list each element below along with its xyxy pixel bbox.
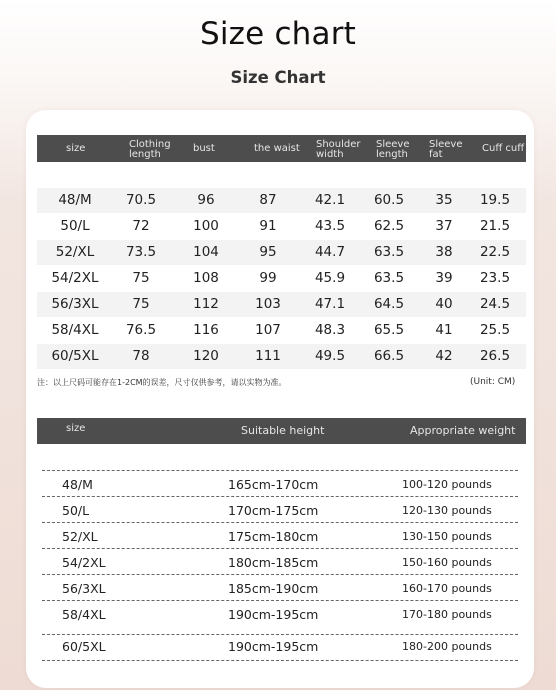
cell-size: 52/XL: [55, 244, 95, 260]
row-divider: [42, 522, 518, 523]
row-divider: [42, 470, 518, 471]
cell-waist: 99: [259, 270, 277, 286]
cell-size: 60/5XL: [51, 348, 99, 364]
cell-sleeve-fat: 37: [435, 218, 453, 234]
cell-length: 76.5: [125, 322, 157, 338]
table-row: [42, 578, 518, 600]
cell-weight: 120-130 pounds: [402, 504, 492, 517]
recommendations-header: [37, 418, 526, 444]
header-waist: the waist: [254, 143, 300, 154]
table-row: [37, 292, 526, 317]
cell-height: 185cm-190cm: [228, 581, 319, 596]
cell-cuff: 25.5: [479, 322, 511, 338]
cell-sleeve-fat: 39: [435, 270, 453, 286]
cell-length: 70.5: [125, 192, 157, 208]
header-sleeve-fat: Sleeve fat: [429, 139, 463, 160]
cell-height: 165cm-170cm: [228, 477, 319, 492]
cell-bust: 100: [193, 218, 219, 234]
table-row: [37, 240, 526, 265]
cell-length: 72: [132, 218, 150, 234]
cell-length: 78: [132, 348, 150, 364]
cell-size: 58/4XL: [51, 322, 99, 338]
cell-shoulder: 48.3: [314, 322, 346, 338]
cell-sleeve-fat: 35: [435, 192, 453, 208]
header-sleeve-length: Sleeve length: [376, 139, 410, 160]
cell-shoulder: 47.1: [314, 296, 346, 312]
cell-size: 48/M: [62, 477, 93, 492]
cell-sleeve-fat: 41: [435, 322, 453, 338]
table-row: [42, 474, 518, 496]
cell-size: 60/5XL: [62, 639, 106, 654]
cell-sleeve-fat: 38: [435, 244, 453, 260]
header-shoulder-width: Shoulder width: [316, 139, 361, 160]
cell-cuff: 22.5: [479, 244, 511, 260]
cell-sleeve-length: 60.5: [373, 192, 405, 208]
cell-weight: 180-200 pounds: [402, 640, 492, 653]
cell-shoulder: 44.7: [314, 244, 346, 260]
size-note: 注：以上尺码可能存在1-2CM的误差，尺寸仅供参考，请以实物为准。: [37, 378, 287, 387]
cell-sleeve-length: 66.5: [373, 348, 405, 364]
cell-height: 180cm-185cm: [228, 555, 319, 570]
cell-sleeve-length: 65.5: [373, 322, 405, 338]
table-row: [37, 188, 526, 213]
cell-weight: 130-150 pounds: [402, 530, 492, 543]
cell-height: 190cm-195cm: [228, 639, 319, 654]
cell-bust: 120: [193, 348, 219, 364]
cell-bust: 112: [193, 296, 219, 312]
cell-length: 75: [132, 270, 150, 286]
cell-height: 175cm-180cm: [228, 529, 319, 544]
row-divider: [42, 600, 518, 601]
cell-size: 48/M: [58, 192, 92, 208]
cell-bust: 104: [193, 244, 219, 260]
table-row: [42, 636, 518, 658]
cell-cuff: 24.5: [479, 296, 511, 312]
cell-sleeve-fat: 40: [435, 296, 453, 312]
cell-weight: 170-180 pounds: [402, 608, 492, 621]
cell-sleeve-length: 63.5: [373, 244, 405, 260]
table-row: [37, 266, 526, 291]
header-cuff: Cuff cuff: [482, 143, 525, 154]
cell-size: 50/L: [62, 503, 90, 518]
cell-size: 54/2XL: [62, 555, 106, 570]
cell-waist: 111: [255, 348, 281, 364]
cell-waist: 91: [259, 218, 277, 234]
cell-size: 56/3XL: [62, 581, 106, 596]
cell-bust: 108: [193, 270, 219, 286]
cell-waist: 107: [255, 322, 281, 338]
header-rec-size: size: [66, 423, 86, 434]
cell-shoulder: 49.5: [314, 348, 346, 364]
header-clothing-length: Clothing length: [129, 139, 171, 160]
row-divider: [42, 574, 518, 575]
cell-height: 190cm-195cm: [228, 607, 319, 622]
cell-size: 58/4XL: [62, 607, 106, 622]
cell-length: 75: [132, 296, 150, 312]
cell-sleeve-length: 62.5: [373, 218, 405, 234]
cell-weight: 100-120 pounds: [402, 478, 492, 491]
header-appropriate-weight: Appropriate weight: [410, 424, 516, 437]
cell-sleeve-fat: 42: [435, 348, 453, 364]
cell-height: 170cm-175cm: [228, 503, 319, 518]
cell-waist: 87: [259, 192, 277, 208]
cell-cuff: 19.5: [479, 192, 511, 208]
table-row: [42, 604, 518, 626]
cell-shoulder: 42.1: [314, 192, 346, 208]
page-title: Size chart: [199, 16, 357, 52]
cell-cuff: 26.5: [479, 348, 511, 364]
header-suitable-height: Suitable height: [241, 424, 325, 437]
table-row: [42, 526, 518, 548]
cell-weight: 160-170 pounds: [402, 582, 492, 595]
table-row: [42, 500, 518, 522]
row-divider: [42, 548, 518, 549]
cell-shoulder: 45.9: [314, 270, 346, 286]
cell-size: 56/3XL: [51, 296, 99, 312]
cell-length: 73.5: [125, 244, 157, 260]
cell-cuff: 21.5: [479, 218, 511, 234]
row-divider: [42, 634, 518, 635]
cell-shoulder: 43.5: [314, 218, 346, 234]
cell-size: 50/L: [60, 218, 90, 234]
table-row: [37, 318, 526, 343]
table-row: [37, 214, 526, 239]
cell-bust: 96: [197, 192, 215, 208]
cell-sleeve-length: 64.5: [373, 296, 405, 312]
row-divider: [42, 496, 518, 497]
cell-size: 52/XL: [62, 529, 98, 544]
table-row: [42, 552, 518, 574]
row-divider: [42, 660, 518, 661]
page-subtitle: Size Chart: [230, 68, 326, 87]
cell-sleeve-length: 63.5: [373, 270, 405, 286]
unit-label: (Unit: CM): [470, 377, 516, 387]
cell-weight: 150-160 pounds: [402, 556, 492, 569]
header-size: size: [66, 143, 86, 154]
cell-size: 54/2XL: [51, 270, 99, 286]
header-bust: bust: [193, 143, 215, 154]
cell-waist: 103: [255, 296, 281, 312]
cell-cuff: 23.5: [479, 270, 511, 286]
cell-bust: 116: [193, 322, 219, 338]
table-row: [37, 344, 526, 369]
measurements-header: [37, 135, 526, 162]
cell-waist: 95: [259, 244, 277, 260]
